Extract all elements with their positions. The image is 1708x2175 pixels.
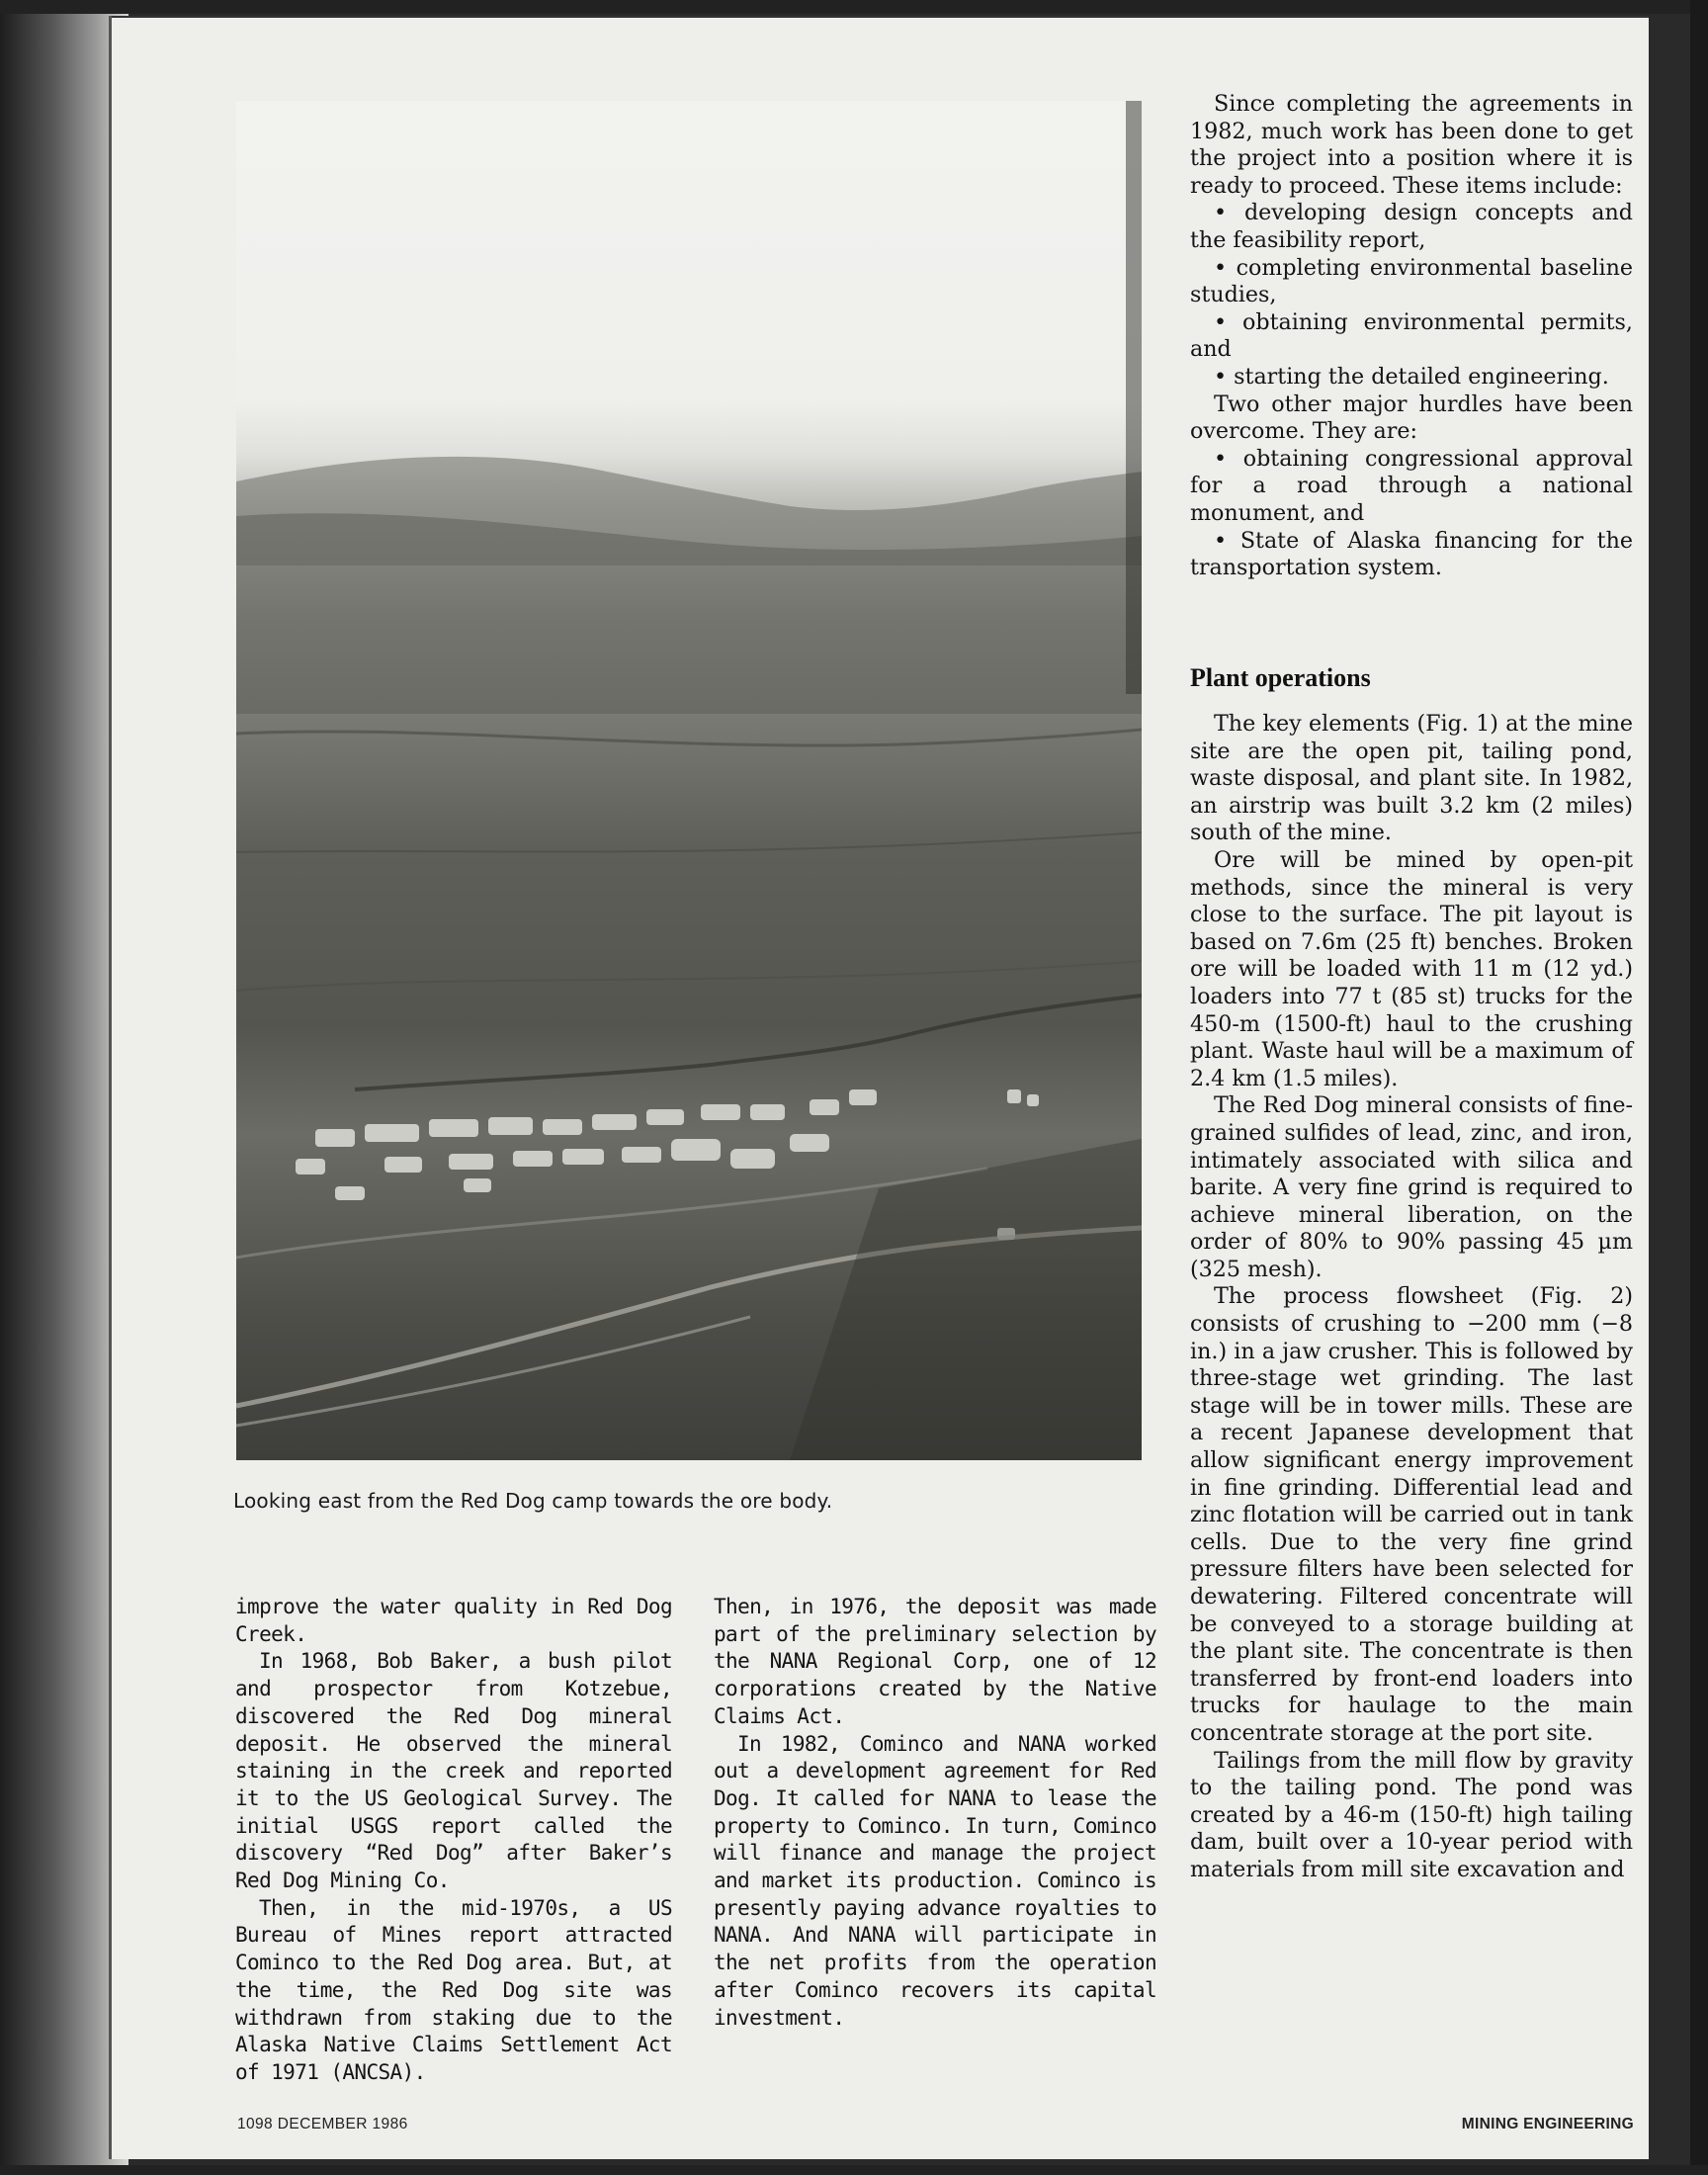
photo-landscape-illustration [236, 101, 1142, 1460]
article-column-3-top [1190, 91, 1633, 582]
photo-caption: Looking east from the Red Dog camp towards the ore body. [233, 1489, 833, 1513]
scan-edge-right [1690, 0, 1708, 2175]
bullet-item: • completing environmental baseline studies, [1190, 254, 1633, 308]
magazine-page [109, 16, 1649, 2159]
page-footer-issue: 1098 DECEMBER 1986 [237, 2116, 408, 2132]
paragraph: The key elements (Fig. 1) at the mine site are the open pit, tailing pond, waste disposal, and plant site. In 1982, an airstrip was built 3.2 km (2 miles) south of the mine. [1190, 711, 1633, 846]
page-footer-journal: MINING ENGINEERING [1461, 2116, 1634, 2132]
paragraph: In 1968, Bob Baker, a bush pilot and prospector from Kotzebue, discovered the Red Dog mineral deposit. He observed the mineral staining in the creek and reported it to the US Geological Survey. The initial USGS report called the discovery “Red Dog” after Baker’s Red Dog Mining Co. [235, 1649, 672, 1893]
paragraph: Since completing the agreements in 1982, much work has been done to get the project into a position where it is ready to proceed. These items include: [1190, 91, 1633, 199]
paragraph: The Red Dog mineral consists of fine-grained sulfides of lead, zinc, and iron, intimately associated with silica and barite. A very fine grind is required to achieve mineral liberation, on the order of 80% to 90% passing 45 µm (325 mesh). [1190, 1092, 1633, 1282]
paragraph: Ore will be mined by open-pit methods, since the mineral is very close to the surface. The pit layout is based on 7.6m (25 ft) benches. Broken ore will be loaded with 11 m (12 yd.) loaders into 77 t (85 st) trucks for the 450-m (1500-ft) haul to the crushing plant. Waste haul will be a maximum of 2.4 km (1.5 miles). [1190, 846, 1633, 1091]
section-heading-plant-operations: Plant operations [1190, 663, 1371, 692]
bullet-item: • starting the detailed engineering. [1214, 363, 1609, 390]
bullet-item: • State of Alaska financing for the transportation system. [1190, 527, 1633, 581]
paragraph: Then, in the mid-1970s, a US Bureau of Mines report attracted Cominco to the Red Dog area. But, at the time, the Red Dog site was withdrawn from staking due to the Alaska Native Claims Settlement Act of 1971 (ANCSA). [235, 1895, 672, 2084]
red-dog-camp-photo [236, 101, 1142, 1460]
paragraph: improve the water quality in Red Dog Creek. [235, 1595, 672, 1646]
article-column-1 [235, 1594, 672, 2087]
bullet-item: • developing design concepts and the feasibility report, [1190, 200, 1633, 253]
article-column-3-body [1190, 711, 1633, 1884]
paragraph: Then, in 1976, the deposit was made part of the preliminary selection by the NANA Regional Corp, one of 12 corporations created by the Native Claims Act. [714, 1595, 1156, 1728]
bullet-item: • obtaining environmental permits, and [1190, 308, 1633, 363]
paragraph: Tailings from the mill flow by gravity to the tailing pond. The pond was created by a 46-m (150-ft) high tailing dam, built over a 10-year period with materials from mill site excavation and [1190, 1747, 1633, 1882]
article-column-2 [714, 1594, 1156, 2032]
paragraph: Two other major hurdles have been overcome. They are: [1190, 391, 1633, 445]
scan-edge-top [0, 0, 1708, 14]
page-top-rule [112, 16, 1649, 18]
scan-edge-bottom [0, 2165, 1708, 2175]
bullet-item: • obtaining congressional approval for a road through a national monument, and [1190, 445, 1633, 526]
paragraph: The process flowsheet (Fig. 2) consists of crushing to −200 mm (−8 in.) in a jaw crusher. This is followed by three-stage wet grinding. The last stage will be in tower mills. These are a recent Japanese development that allow significant energy improvement in fine grinding. Differential lead and zinc flotation will be carried out in tank cells. Due to the very fine grind pressure filters have been selected for dewatering. Filtered concentrate will be conveyed to a storage building at the plant site. The concentrate is then transferred by front-end loaders into trucks for haulage to the main concentrate storage at the port site. [1190, 1283, 1633, 1746]
paragraph: In 1982, Cominco and NANA worked out a development agreement for Red Dog. It called for NANA to lease the property to Cominco. In turn, Cominco will finance and manage the project and market its production. Cominco is presently paying advance royalties to NANA. And NANA will participate in the net profits from the operation after Cominco recovers its capital investment. [714, 1731, 1156, 2030]
